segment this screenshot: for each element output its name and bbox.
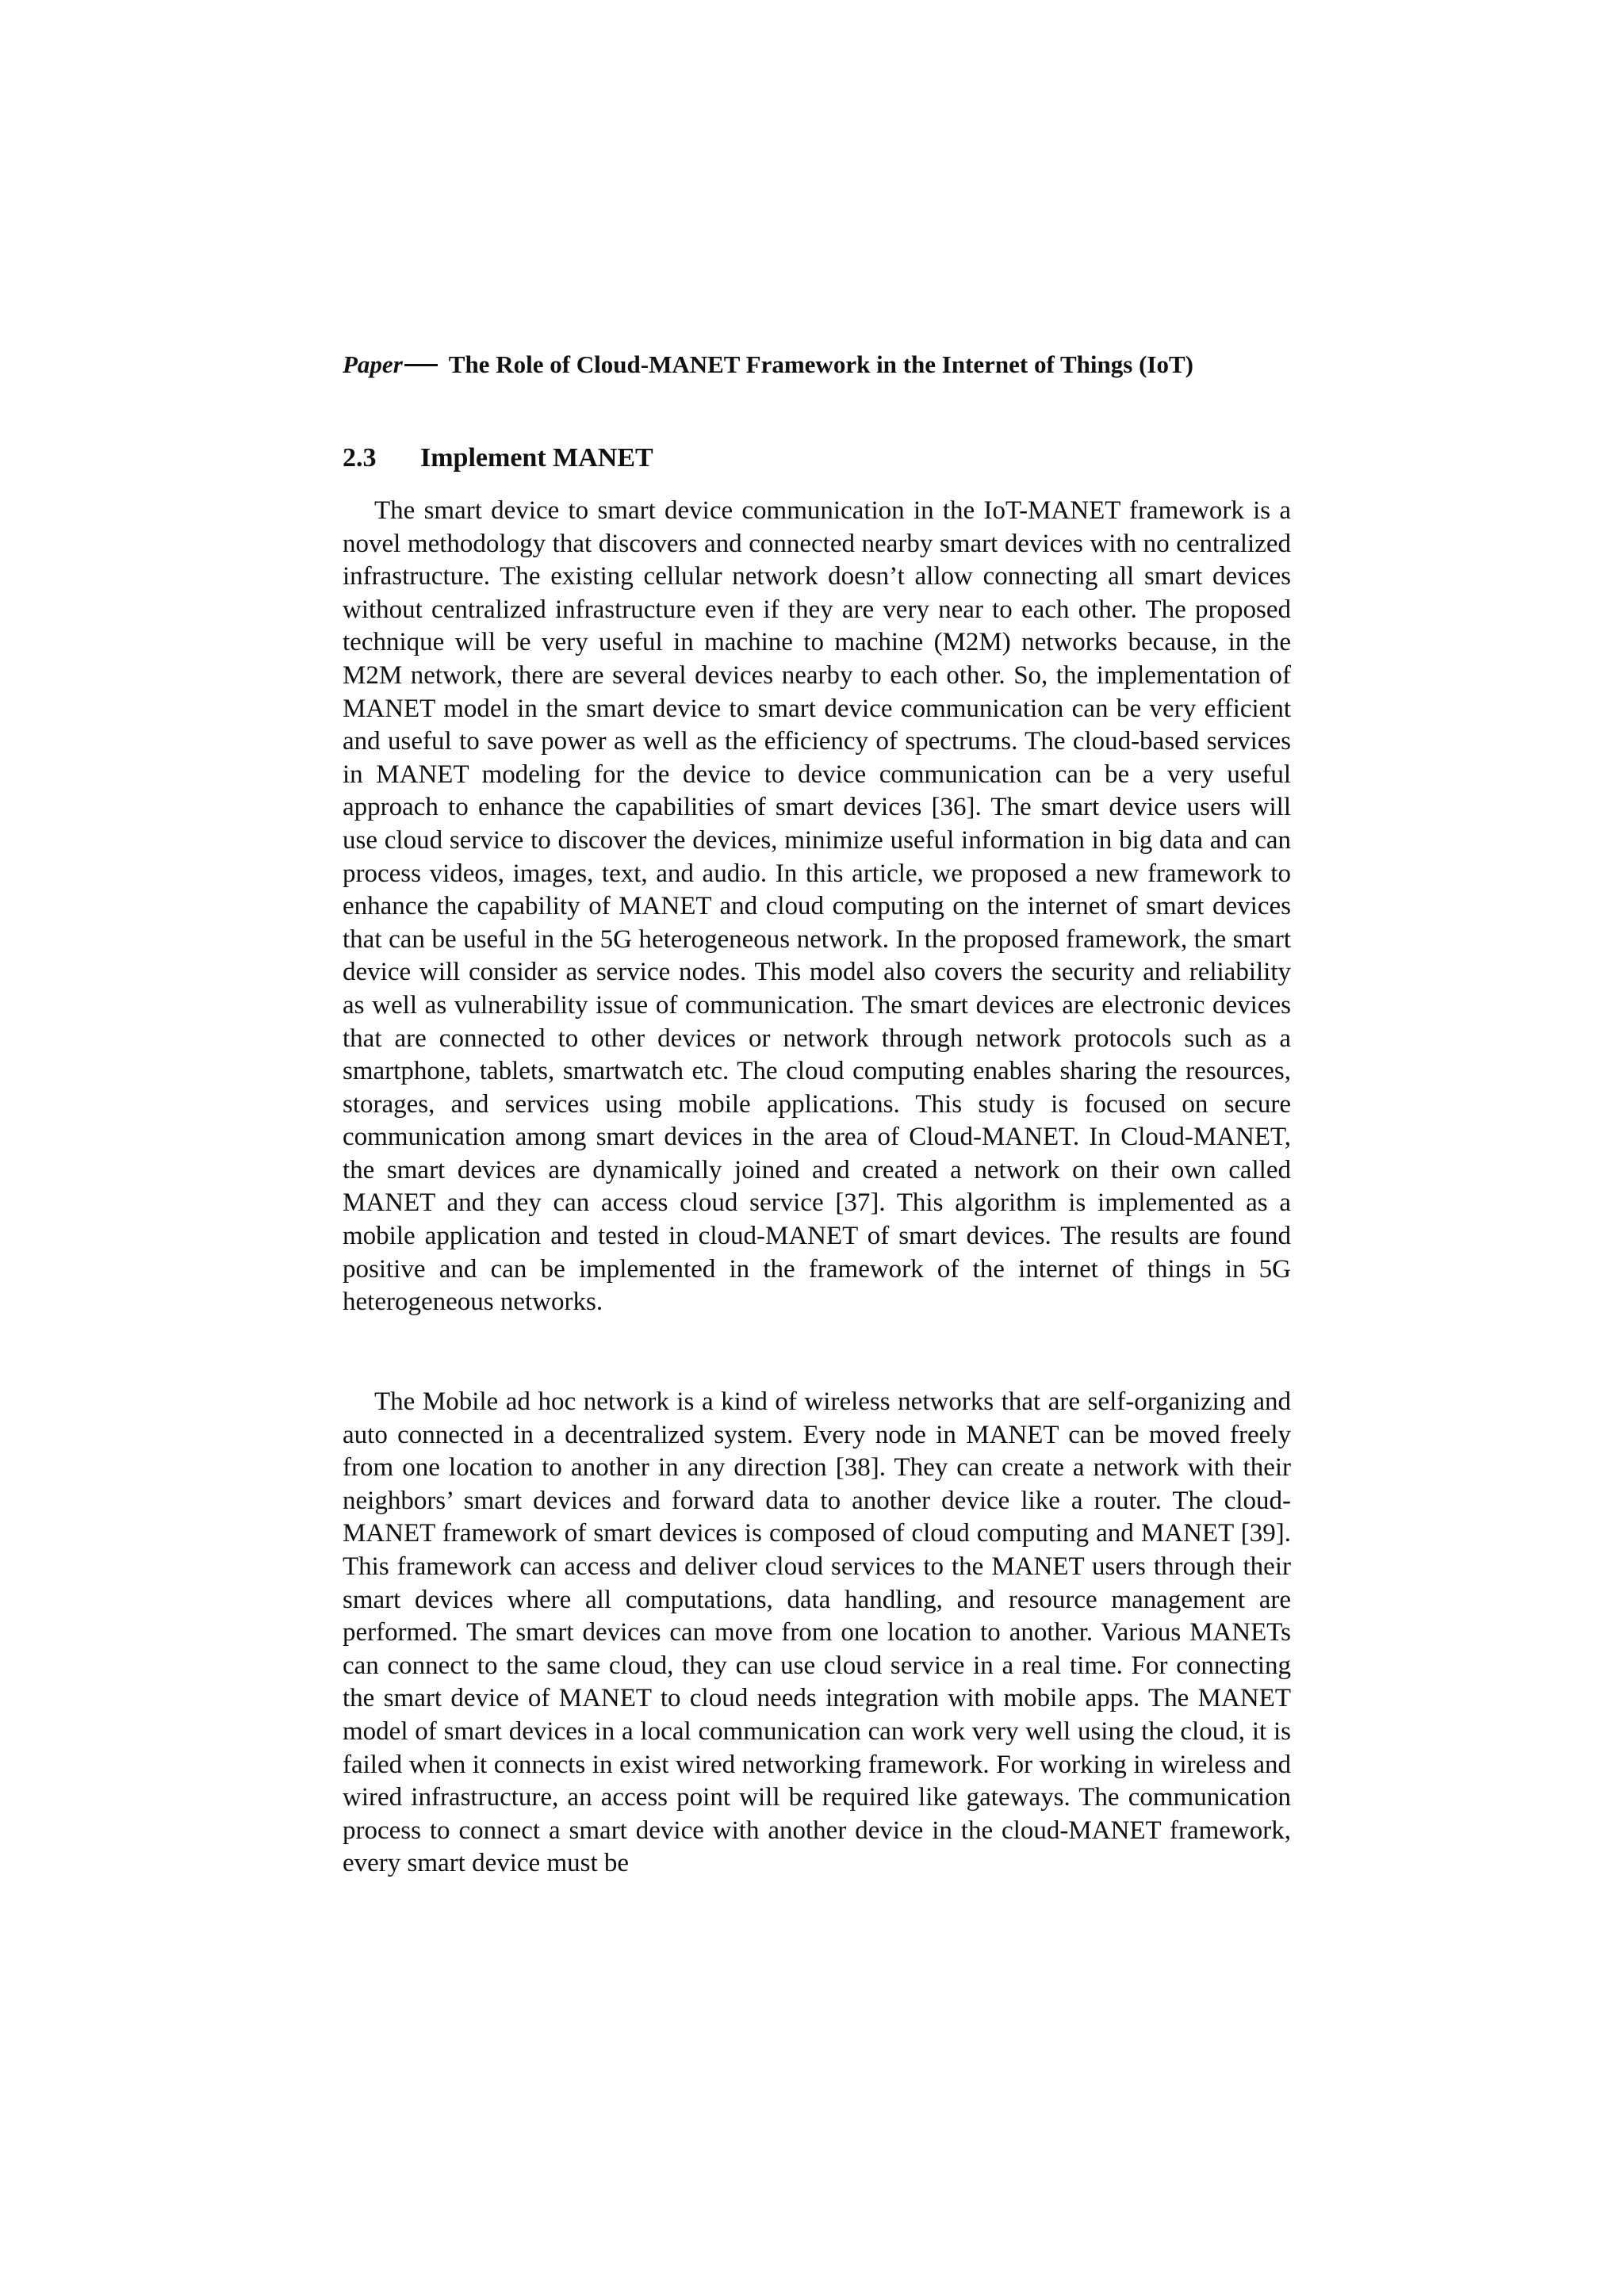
header-label: Paper	[343, 350, 403, 378]
paragraph-2: The Mobile ad hoc network is a kind of wireless networks that are self-organizing and auto connected in a decentralized system. Every node in MANET can be moved freely from one location to another in any direction [38]. They can create a network with their neighbors’ smart devices and forward data to another device like a router. The cloud-MANET framework of smart devices is composed of cloud computing and MANET [39]. This framework can access and deliver cloud services to the MANET users through their smart devices where all computations, data handling, and resource management are performed. The smart devices can move from one location to another. Various MANETs can connect to the same cloud, they can use cloud service in a real time. For connecting the smart device of MANET to cloud needs integration with mobile apps. The MANET model of smart devices in a local communication can work very well using the cloud, it is failed when it connects in exist wired networking framework. For working in wireless and wired infrastructure, an access point will be required like gateways. The communication process to connect a smart device with another device in the cloud-MANET framework, every smart device must be	[343, 1387, 1291, 1878]
section-title: Implement MANET	[420, 443, 653, 473]
section-heading	[343, 441, 653, 476]
header-title: The Role of Cloud-MANET Framework in the Internet of Things (IoT)	[448, 350, 1193, 378]
section-number: 2.3	[343, 443, 377, 473]
header-dash	[404, 364, 438, 366]
running-header	[343, 349, 1294, 381]
paragraph-1: The smart device to smart device communication in the IoT-MANET framework is a novel methodology that discovers and connected nearby smart devices with no centralized infrastructure. The existing cellular network doesn’t allow connecting all smart devices without centralized infrastructure even if they are very near to each other. The proposed technique will be very useful in machine to machine (M2M) networks because, in the M2M network, there are several devices nearby to each other. So, the implementation of MANET model in the smart device to smart device communication can be very efficient and useful to save power as well as the efficiency of spectrums. The cloud-based services in MANET modeling for the device to device communication can be a very useful approach to enhance the capabilities of smart devices [36]. The smart device users will use cloud service to discover the devices, minimize useful information in big data and can process videos, images, text, and audio. In this article, we proposed a new framework to enhance the capability of MANET and cloud computing on the internet of smart devices that can be useful in the 5G heterogeneous network. In the proposed framework, the smart device will consider as service nodes. This model also covers the security and reliability as well as vulnerability issue of communication. The smart devices are electronic devices that are connected to other devices or network through network protocols such as a smartphone, tablets, smartwatch etc. The cloud computing enables sharing the resources, storages, and services using mobile applications. This study is focused on secure communication among smart devices in the area of Cloud-MANET. In Cloud-MANET, the smart devices are dynamically joined and created a network on their own called MANET and they can access cloud service [37]. This algorithm is implemented as a mobile application and tested in cloud-MANET of smart devices. The results are found positive and can be implemented in the framework of the internet of things in 5G heterogeneous networks.	[343, 496, 1291, 1317]
